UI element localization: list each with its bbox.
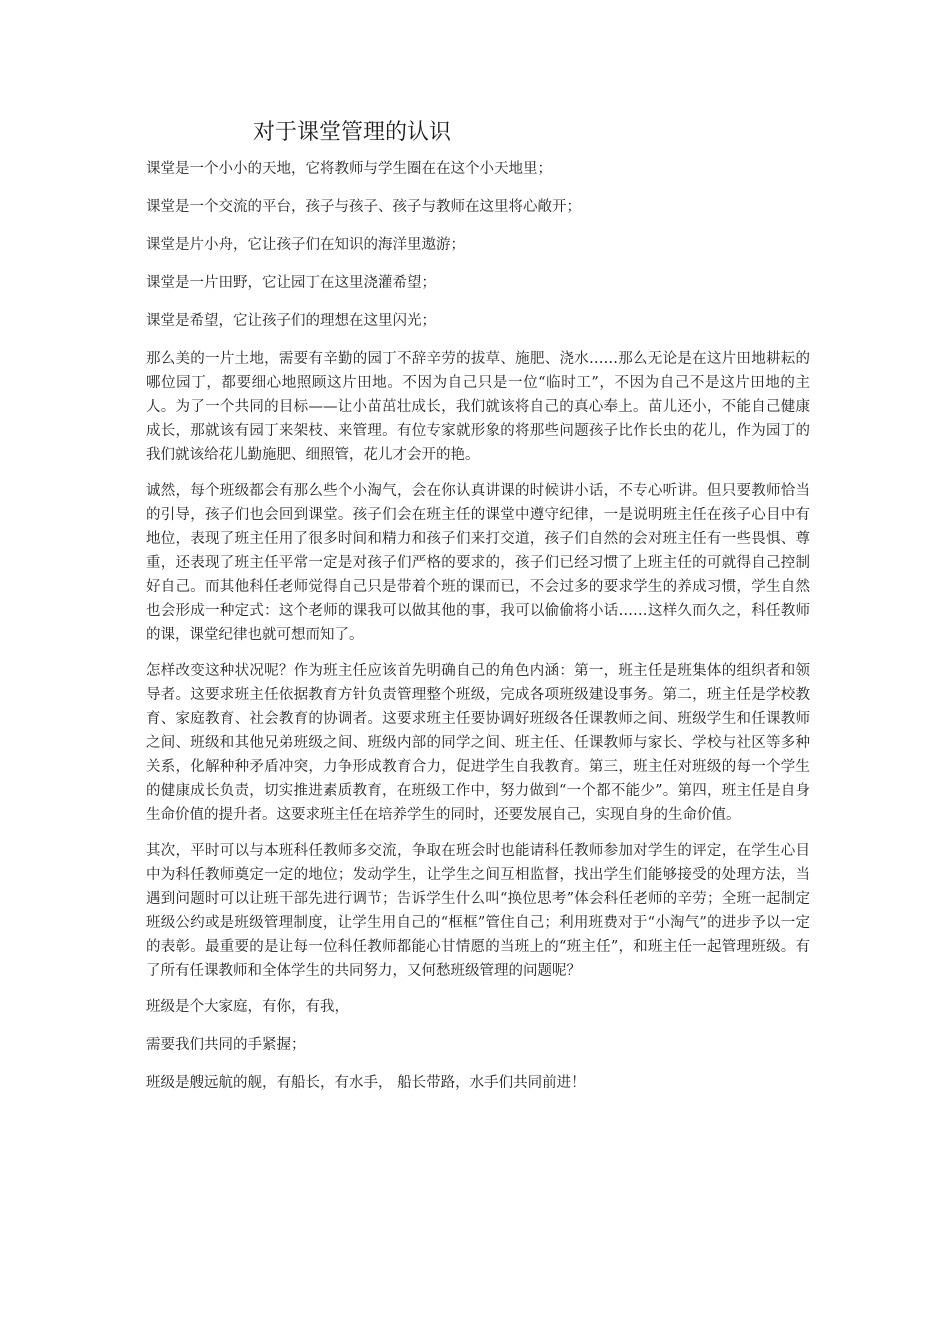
document-title: 对于课堂管理的认识 <box>253 120 452 145</box>
intro-line: 课堂是希望，它让孩子们的理想在这里闪光； <box>146 313 436 329</box>
document-page <box>146 118 810 1109</box>
closing-line: 需要我们共同的手紧握； <box>146 1037 306 1053</box>
intro-line: 课堂是一个交流的平台，孩子与孩子、孩子与教师在这里将心敞开； <box>146 199 581 215</box>
intro-line: 课堂是一个小小的天地，它将教师与学生圈在在这个小天地里； <box>146 161 552 177</box>
closing-line: 班级是艘远航的舰，有船长，有水手， 船长带路，水手们共同前进！ <box>146 1075 586 1091</box>
body-paragraph: 诚然，每个班级都会有那么些个小淘气，会在你认真讲课的时候讲小话，不专心听讲。但只要教师恰当的引导，孩子们也会回到课堂。孩子们会在班主任的课堂中遵守纪律，一是说明班主任在孩子心目中有地位，表现了班主任用了很多时间和精力和孩子们来打交道，孩子们自然的会对班主任有一些畏惧、尊重，还表现了班主任平常一定是对孩子们严格的要求的，孩子们已经习惯了上班主任的可就得自己控制好自己。而其他科任老师觉得自己只是带着个班的课而已，不会过多的要求学生的养成习惯，学生自然也会形成一种定式：这个老师的课我可以做其他的事，我可以偷偷将小话……这样久而久之，科任教师的课，课堂纪律也就可想而知了。 <box>146 483 810 643</box>
intro-line: 课堂是片小舟，它让孩子们在知识的海洋里遨游； <box>146 237 465 253</box>
body-paragraph: 怎样改变这种状况呢？作为班主任应该首先明确自己的角色内涵：第一，班主任是班集体的组织者和领导者。这要求班主任依据教育方针负责管理整个班级，完成各项班级建设事务。第二，班主任是学校教育、家庭教育、社会教育的协调者。这要求班主任要协调好班级各任课教师之间、班级学生和任课教师之间、班级和其他兄弟班级之间、班级内部的同学之间、班主任、任课教师与家长、学校与社区等多种关系，化解种种矛盾冲突，力争形成教育合力，促进学生自我教育。第三，班主任对班级的每一个学生的健康成长负责，切实推进素质教育，在班级工作中，努力做到“一个都不能少”。第四，班主任是自身生命价值的提升者。这要求班主任在培养学生的同时，还要发展自己，实现自身的生命价值。 <box>146 663 810 823</box>
closing-line: 班级是个大家庭，有你，有我， <box>146 999 349 1015</box>
body-paragraph: 其次，平时可以与本班科任教师多交流，争取在班会时也能请科任教师参加对学生的评定，在学生心目中为科任教师奠定一定的地位；发动学生，让学生之间互相监督，找出学生们能够接受的处理方法，当遇到问题时可以让班干部先进行调节；告诉学生什么叫“换位思考”体会科任老师的辛劳；全班一起制定班级公约或是班级管理制度，让学生用自己的“框框”管住自己；利用班费对于“小淘气”的进步予以一定的表彰。最重要的是让每一位科任教师都能心甘情愿的当班上的“班主任”，和班主任一起管理班级。有了所有任课教师和全体学生的共同努力，又何愁班级管理的问题呢？ <box>146 843 810 979</box>
body-paragraph: 那么美的一片土地，需要有辛勤的园丁不辞辛劳的拔草、施肥、浇水……那么无论是在这片田地耕耘的哪位园丁，都要细心地照顾这片田地。不因为自己只是一位“临时工”，不因为自己不是这片田地的主人。为了一个共同的目标——让小苗茁壮成长，我们就该将自己的真心奉上。苗儿还小，不能自己健康成长，那就该有园丁来架枝、来管理。有位专家就形象的将那些问题孩子比作长虫的花儿，作为园丁的我们就该给花儿勤施肥、细照管，花儿才会开的艳。 <box>146 351 810 463</box>
intro-line: 课堂是一片田野，它让园丁在这里浇灌希望； <box>146 275 436 291</box>
